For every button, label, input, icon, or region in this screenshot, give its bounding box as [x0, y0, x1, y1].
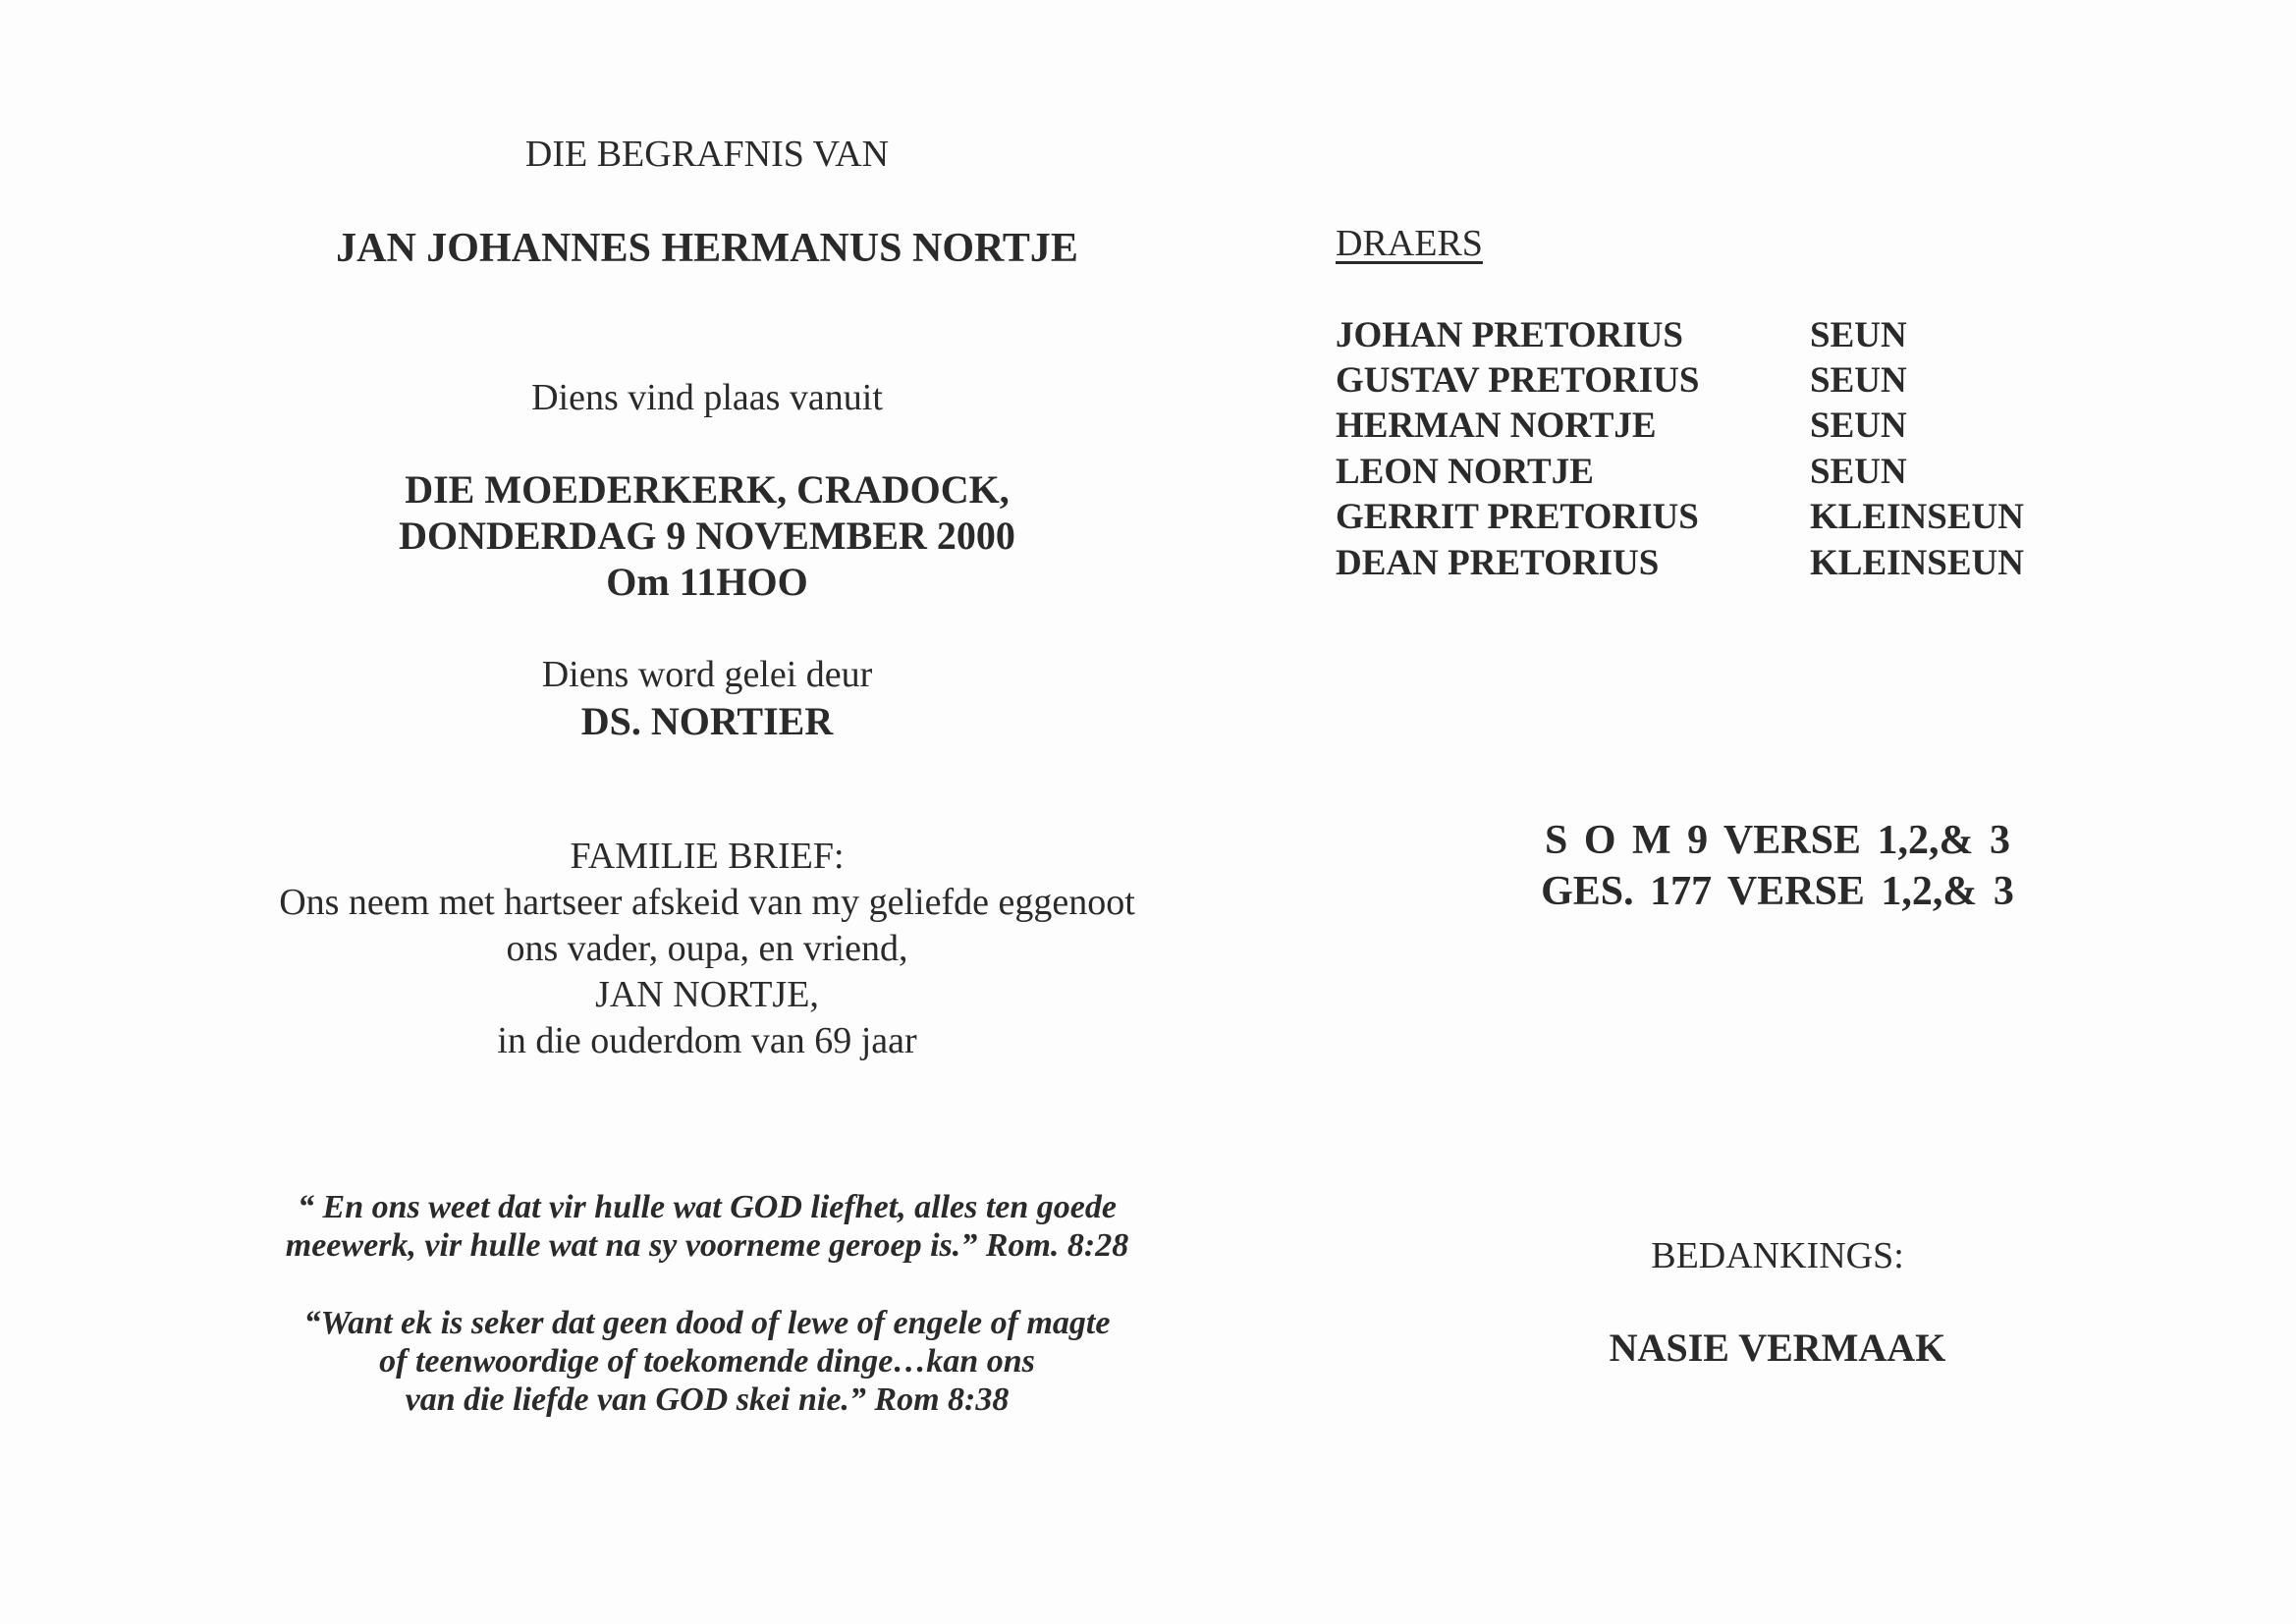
bearer-row [1336, 404, 2024, 449]
bearer-name: GUSTAV PRETORIUS [1336, 360, 1700, 402]
thanks-name-block [1473, 1325, 2082, 1371]
thanks-name: NASIE VERMAAK [1609, 1326, 1946, 1370]
bearer-name: GERRIT PRETORIUS [1336, 497, 1699, 538]
officiant-block [167, 652, 1247, 744]
bearer-relation: SEUN [1810, 360, 1907, 402]
service-intro: Diens vind plaas vanuit [531, 377, 883, 418]
bearer-name: HERMAN NORTJE [1336, 406, 1657, 447]
verse-line: meewerk, vir hulle wat na sy voorneme geroep is.” Rom. 8:28 [285, 1227, 1129, 1264]
bearer-relation: SEUN [1810, 314, 1907, 355]
family-letter-line: in die ouderdom van 69 jaar [497, 1020, 917, 1061]
minister-name: DS. NORTIER [580, 699, 834, 743]
family-letter-line: ons vader, oupa, en vriend, [506, 928, 908, 969]
thanks-heading: BEDANKINGS: [1651, 1235, 1904, 1276]
deceased-name-block [167, 226, 1247, 272]
hymn-line: S O M 9 VERSE 1,2,& 3 [1545, 818, 2010, 863]
verse-line: “ En ons weet dat vir hulle wat GOD liefhet, alles ten goede [298, 1189, 1117, 1225]
family-letter-block [167, 834, 1247, 1064]
venue-block [167, 466, 1247, 605]
time-line: Om 11HOO [606, 560, 808, 604]
bearer-relation: SEUN [1810, 406, 1907, 447]
bearer-row [1336, 357, 2024, 403]
family-letter-line: JAN NORTJE, [595, 974, 819, 1015]
bearer-row [1336, 449, 2024, 494]
scripture-verse-1 [167, 1188, 1247, 1265]
hymn-line: GES. 177 VERSE 1,2,& 3 [1541, 869, 2014, 914]
bearers-heading: DRAERS [1336, 223, 1483, 264]
bearer-relation: SEUN [1810, 451, 1907, 492]
bearer-relation: KLEINSEUN [1810, 497, 2024, 538]
venue-line: DIE MOEDERKERK, CRADOCK, [405, 467, 1010, 512]
bearer-row [1336, 540, 2024, 585]
verse-line: of teenwoordige of toekomende dinge…kan ons [379, 1343, 1035, 1380]
bearer-name: JOHAN PRETORIUS [1336, 314, 1683, 355]
bearer-name: LEON NORTJE [1336, 451, 1594, 492]
led-by-intro: Diens word gelei deur [541, 654, 873, 695]
bearers-table [1336, 312, 2024, 585]
hymns-block [1473, 815, 2082, 917]
date-line: DONDERDAG 9 NOVEMBER 2000 [399, 514, 1015, 558]
bearer-relation: KLEINSEUN [1810, 542, 2024, 583]
deceased-full-name: JAN JOHANNES HERMANUS NORTJE [336, 226, 1078, 271]
verse-line: van die liefde van GOD skei nie.” Rom 8:38 [405, 1381, 1010, 1418]
thanks-heading-block [1473, 1233, 2082, 1279]
bearer-row [1336, 312, 2024, 357]
scripture-verse-2 [167, 1304, 1247, 1419]
bearer-row [1336, 495, 2024, 540]
funeral-heading-block [167, 132, 1247, 178]
service-details-block [167, 375, 1247, 421]
verse-line: “Want ek is seker dat geen dood of lewe of engele of magte [303, 1305, 1111, 1341]
bearer-name: DEAN PRETORIUS [1336, 542, 1660, 583]
family-letter-heading: FAMILIE BRIEF: [570, 836, 845, 877]
funeral-heading: DIE BEGRAFNIS VAN [524, 134, 890, 175]
family-letter-line: Ons neem met hartseer afskeid van my geliefde eggenoot [279, 882, 1135, 923]
